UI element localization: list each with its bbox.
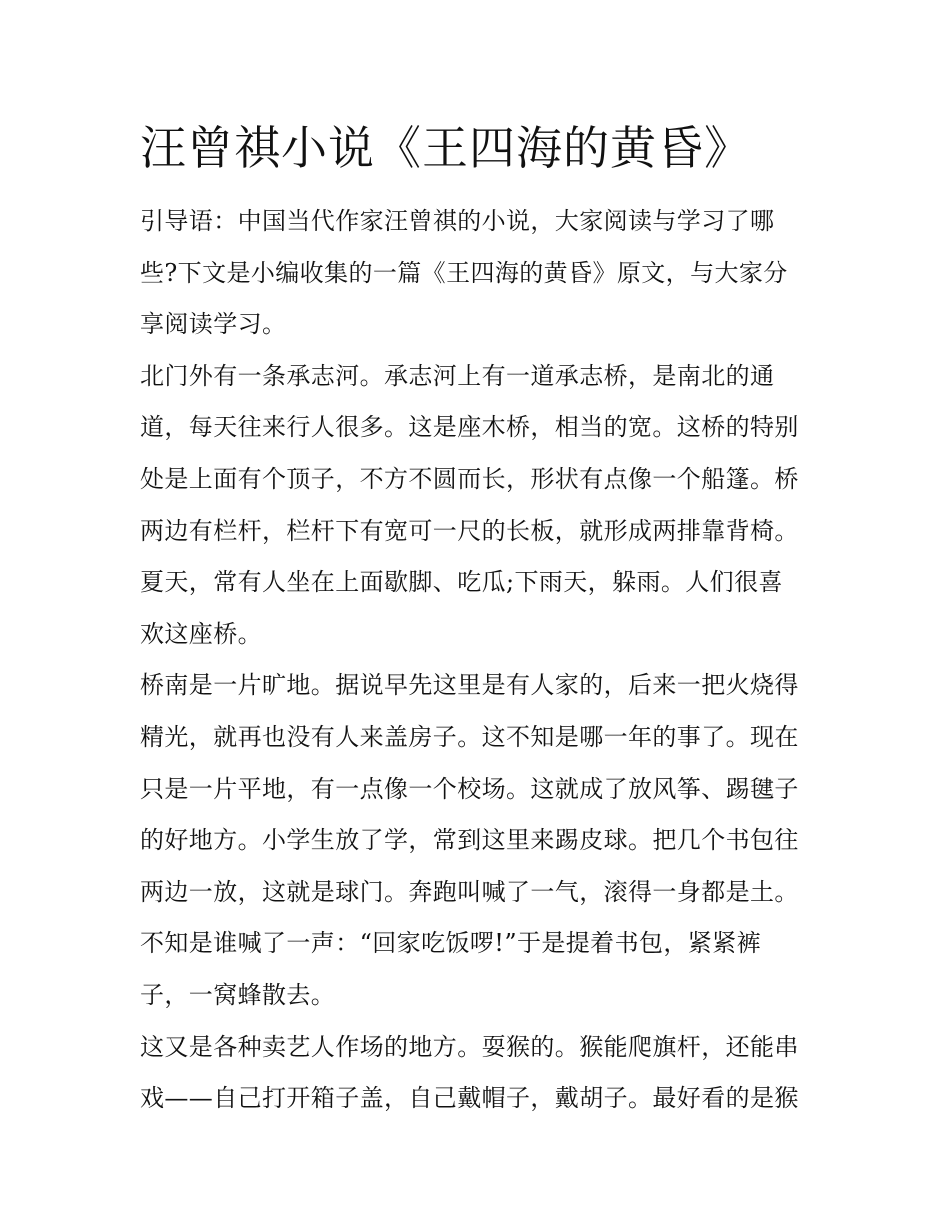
text-line: 只是一片平地，有一点像一个校场。这就成了放风筝、踢毽子 bbox=[140, 774, 799, 803]
text-line: 北门外有一条承志河。承志河上有一道承志桥，是南北的通 bbox=[140, 361, 775, 390]
text-line: 享阅读学习。 bbox=[140, 310, 287, 339]
paragraph-intro bbox=[140, 196, 815, 351]
paragraph-bridge bbox=[140, 351, 815, 661]
paragraph-performers bbox=[140, 1022, 815, 1125]
text-line: 引导语：中国当代作家汪曾祺的小说，大家阅读与学习了哪 bbox=[140, 207, 775, 235]
document-body bbox=[140, 196, 815, 1125]
text-line: 两边有栏杆，栏杆下有宽可一尺的长板，就形成两排靠背椅。 bbox=[140, 516, 799, 545]
text-line: 两边一放，这就是球门。奔跑叫喊了一气，滚得一身都是土。 bbox=[140, 877, 799, 906]
text-line: 的好地方。小学生放了学，常到这里来踢皮球。把几个书包往 bbox=[140, 826, 799, 855]
text-line: 不知是谁喊了一声：“回家吃饭啰!”于是提着书包，紧紧裤 bbox=[140, 929, 761, 958]
page-title: 汪曾祺小说《王四海的黄昏》 bbox=[140, 121, 751, 175]
text-line: 欢这座桥。 bbox=[140, 619, 262, 648]
text-line: 精光，就再也没有人来盖房子。这不知是哪一年的事了。现在 bbox=[140, 722, 799, 751]
paragraph-open-field bbox=[140, 660, 815, 1021]
text-line: 这又是各种卖艺人作场的地方。耍猴的。猴能爬旗杆，还能串 bbox=[140, 1032, 799, 1061]
text-line: 桥南是一片旷地。据说早先这里是有人家的，后来一把火烧得 bbox=[140, 671, 799, 700]
text-line: 道，每天往来行人很多。这是座木桥，相当的宽。这桥的特别 bbox=[140, 413, 799, 442]
text-line: 处是上面有个顶子，不方不圆而长，形状有点像一个船篷。桥 bbox=[140, 464, 799, 493]
text-line: 些?下文是小编收集的一篇《王四海的黄昏》原文，与大家分 bbox=[140, 258, 788, 287]
text-line: 子，一窝蜂散去。 bbox=[140, 980, 336, 1009]
text-line: 夏天，常有人坐在上面歇脚、吃瓜;下雨天，躲雨。人们很喜 bbox=[140, 568, 783, 597]
text-line: 戏——自己打开箱子盖，自己戴帽子，戴胡子。最好看的是猴 bbox=[140, 1084, 799, 1113]
